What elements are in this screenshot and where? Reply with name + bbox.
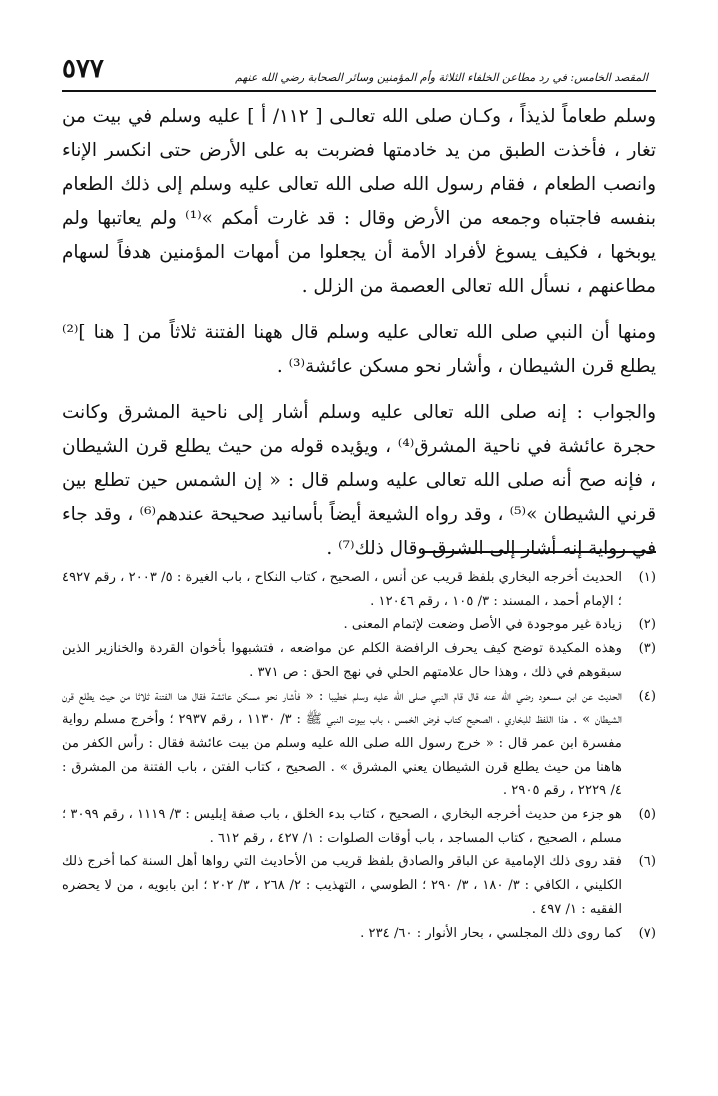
- footnote: [62, 850, 656, 921]
- footnote-divider: [422, 551, 656, 553]
- footnote: [62, 803, 656, 850]
- footnote-text: زيادة غير موجودة في الأصل وضعت لإتمام المعنى .: [343, 617, 622, 633]
- footnote-text: كما روى ذلك المجلسي ، بحار الأنوار : ٦٠/ ٢٣٤ .: [360, 925, 622, 941]
- footnote: [62, 922, 656, 946]
- footnote-text: وهذه المكيدة توضح كيف يحرف الرافضة الكلم عن مواضعه ، فتشبهوا بأخوان القردة والخنازير الذين سبقوهم في ذلك ، وهذا حال علامتهم الحلي في نهج الحق : ص ٣٧١ .: [62, 641, 622, 680]
- paragraph: ومنها أن النبي صلى الله تعالى عليه وسلم قال ههنا الفتنة ثلاثاً من [ هنا ]⁽²⁾ يطلع قرن الشيطان ، وأشار نحو مسكن عائشة⁽³⁾ .: [62, 322, 656, 377]
- paragraph: والجواب : إنه صلى الله تعالى عليه وسلم أشار إلى ناحية المشرق وكانت حجرة عائشة في ناحية المشرق⁽⁴⁾ ، ويؤيده قوله من حيث يطلع قرن الشيطان ، فإنه صح أنه صلى الله تعالى عليه وسلم قال : « إن الشمس حين تطلع بين قرني الشيطان »⁽⁵⁾ ، وقد رواه الشيعة أيضاً بأسانيد صحيحة عندهم⁽⁶⁾ ، وقد جاء في رواية إنه أشار إلى الشرق وقال ذلك⁽⁷⁾ .: [62, 402, 657, 559]
- main-text: [62, 100, 656, 566]
- footnotes: [62, 566, 656, 945]
- footnote-number: (٧): [638, 925, 656, 941]
- footnote-number: (٣): [638, 641, 656, 657]
- footnote-text: الحديث عن ابن مسعود رضي الله عنه قال قام النبي صلى الله عليه وسلم خطيبا : « فأشار نحو مسكن عائشة فقال هنا الفتنة ثلاثا من حيث يطلع قرن الشيطان » . هذا اللفظ للبخاري ، الصحيح كتاب فرض الخمس ، باب بيوت النبي ﷺ : ٣/ ١١٣٠ ، رقم ٢٩٣٧ ؛ وأخرج مسلم رواية مفسرة ابن عمر قال : « خرج رسول الله صلى الله عليه وسلم من بيت عائشة فقال : رأس الكفر من هاهنا من حيث يطلع قرن الشيطان يعني المشرق » . الصحيح ، كتاب الفتن ، باب الفتنة من المشرق : ٤/ ٢٢٢٩ ، رقم ٢٩٠٥ .: [62, 688, 623, 799]
- footnote-number: (١): [638, 570, 656, 585]
- footnote: [62, 566, 656, 613]
- footnote: [62, 685, 656, 804]
- footnote-text: الحديث أخرجه البخاري بلفظ قريب عن أنس ، الصحيح ، كتاب النكاح ، باب الغيرة : ٥/ ٢٠٠٣ ، رقم ٤٩٢٧ ؛ الإمام أحمد ، المسند : ٣/ ١٠٥ ، رقم ١٢٠٤٦ .: [62, 570, 622, 609]
- footnote-number: (٢): [638, 617, 656, 633]
- paragraph: وسلم طعاماً لذيذاً ، وكـان صلى الله تعالـى [ ١١٢/ أ ] عليه وسلم في بيت من تغار ، فأخذت الطبق من يد خادمتها فضربت به على الأرض حتى انكسر الإناء وانصب الطعام ، فقام رسول الله صلى الله تعالى عليه وسلم إلى ذلك الطعام بنفسه فاجتباه وجمعه من الأرض وقال : قد غارت أمكم »⁽¹⁾ ولم يعاتبها ولم يوبخها ، فكيف يسوغ لأفراد الأمة أن يجعلوا من أمهات المؤمنين هدفاً لسهام مطاعنهم ، نسأل الله تعالى العصمة من الزلل .: [62, 106, 656, 297]
- page-number: ٥٧٧: [62, 54, 104, 84]
- footnote: [62, 637, 656, 684]
- page-header: [62, 50, 656, 92]
- footnote-text: فقد روى ذلك الإمامية عن الباقر والصادق بلفظ قريب من الأحاديث التي رواها أهل السنة كما أخرج ذلك الكليني ، الكافي : ٣/ ١٨٠ ، ٣/ ٢٩٠ ؛ الطوسي ، التهذيب : ٢/ ٢٦٨ ، ٣/ ٢٠٢ ؛ ابن بابويه ، من لا يحضره الفقيه : ١/ ٤٩٧ .: [62, 854, 623, 917]
- footnote-number: (٥): [638, 807, 656, 823]
- footnote: [62, 613, 656, 637]
- footnote-number: (٤): [638, 688, 656, 704]
- running-head: المقصد الخامس: في رد مطاعن الخلفاء الثلاثة وأم المؤمنين وسائر الصحابة رضي الله عنهم: [235, 71, 648, 84]
- footnote-number: (٦): [638, 854, 656, 870]
- footnote-text: هو جزء من حديث أخرجه البخاري ، الصحيح ، كتاب بدء الخلق ، باب صفة إبليس : ٣/ ١١١٩ ، رقم ٣٠٩٩ ؛ مسلم ، الصحيح ، كتاب المساجد ، باب أوقات الصلوات : ١/ ٤٢٧ ، رقم ٦١٢ .: [62, 807, 622, 846]
